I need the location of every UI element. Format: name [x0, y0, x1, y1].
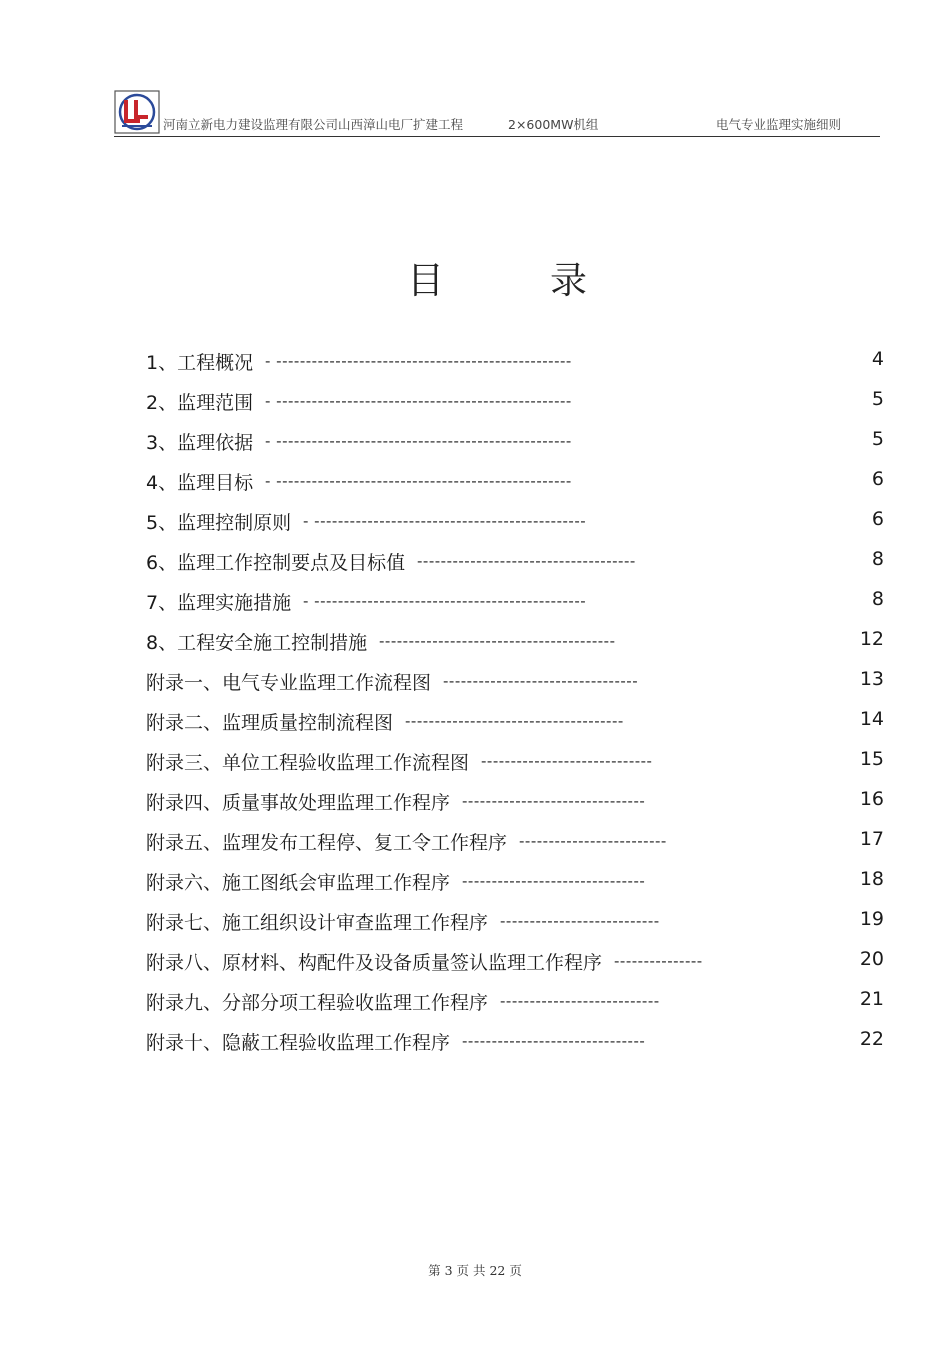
toc-entry-page-number: 5: [871, 428, 884, 450]
title-char-1: 目: [407, 259, 444, 302]
toc-entry-leader: - --------------------------------------------------: [265, 472, 572, 490]
toc-entry-leader: -------------------------------------: [417, 552, 636, 570]
toc-entry[interactable]: [0, 502, 950, 542]
toc-entry-page-number: 12: [859, 628, 884, 650]
toc-entry-page-number: 19: [859, 908, 884, 930]
page-footer: 第 3 页 共 22 页: [428, 1263, 522, 1278]
toc-entry-page-number: 5: [871, 388, 884, 410]
toc-entry-label: 5、监理控制原则: [146, 512, 292, 534]
toc-entry-label: 8、工程安全施工控制措施: [146, 632, 368, 654]
toc-entry[interactable]: [0, 822, 950, 862]
toc-entry-leader: -------------------------------: [462, 1032, 646, 1050]
page-title: [0, 250, 950, 310]
toc-entry-page-number: 6: [871, 508, 884, 530]
toc-entry-leader: -----------------------------: [481, 752, 653, 770]
toc-entry-label: 7、监理实施措施: [146, 592, 292, 614]
toc-entry[interactable]: [0, 862, 950, 902]
toc-entry-label: 2、监理范围: [146, 392, 254, 414]
toc-entry-page-number: 20: [859, 948, 884, 970]
toc-entry-leader: ---------------: [614, 952, 703, 970]
header-document-name: 电气专业监理实施细则: [716, 117, 842, 132]
toc-entry-label: 4、监理目标: [146, 472, 254, 494]
toc-entry-label: 附录七、施工组织设计审查监理工作程序: [146, 912, 489, 934]
toc-entry[interactable]: [0, 342, 950, 382]
toc-entry-label: 3、监理依据: [146, 432, 254, 454]
toc-entry-leader: - --------------------------------------------------: [265, 392, 572, 410]
toc-entry-page-number: 22: [859, 1028, 884, 1050]
toc-entry-label: 附录五、监理发布工程停、复工令工作程序: [146, 832, 508, 854]
toc-entry-label: 附录二、监理质量控制流程图: [146, 712, 394, 734]
toc-entry-leader: ---------------------------------: [443, 672, 639, 690]
toc-entry[interactable]: [0, 782, 950, 822]
toc-entry-label: 附录一、电气专业监理工作流程图: [146, 672, 432, 694]
toc-entry-leader: - --------------------------------------------------: [265, 432, 572, 450]
toc-entry-page-number: 6: [871, 468, 884, 490]
toc-entry-page-number: 16: [859, 788, 884, 810]
toc-entry-label: 附录八、原材料、构配件及设备质量签认监理工作程序: [146, 952, 603, 974]
toc-entry-leader: - ----------------------------------------------: [303, 512, 587, 530]
toc-entry[interactable]: [0, 542, 950, 582]
title-char-2: 录: [550, 259, 587, 302]
toc-entry-page-number: 15: [859, 748, 884, 770]
company-logo: [114, 90, 160, 134]
toc-entry[interactable]: [0, 422, 950, 462]
header-company-project: 河南立新电力建设监理有限公司山西漳山电厂扩建工程: [163, 117, 464, 132]
toc-entry[interactable]: [0, 942, 950, 982]
toc-entry-page-number: 18: [859, 868, 884, 890]
toc-entry[interactable]: [0, 622, 950, 662]
toc-entry-label: 附录四、质量事故处理监理工作程序: [146, 792, 451, 814]
toc-entry-label: 6、监理工作控制要点及目标值: [146, 552, 406, 574]
header-divider: [114, 136, 880, 137]
toc-entry-label: 附录六、施工图纸会审监理工作程序: [146, 872, 451, 894]
toc-entry-page-number: 17: [859, 828, 884, 850]
toc-entry-leader: -------------------------------------: [405, 712, 624, 730]
toc-entry-leader: -------------------------------: [462, 872, 646, 890]
toc-entry-page-number: 14: [859, 708, 884, 730]
toc-entry[interactable]: [0, 582, 950, 622]
toc-entry[interactable]: [0, 1022, 950, 1062]
toc-entry-label: 附录三、单位工程验收监理工作流程图: [146, 752, 470, 774]
toc-entry[interactable]: [0, 702, 950, 742]
toc-entry-label: 附录十、隐蔽工程验收监理工作程序: [146, 1032, 451, 1054]
toc-entry[interactable]: [0, 902, 950, 942]
toc-entry-leader: - ----------------------------------------------: [303, 592, 587, 610]
toc-entry-leader: ----------------------------------------: [379, 632, 616, 650]
toc-entry-leader: -------------------------: [519, 832, 667, 850]
toc-entry-label: 1、工程概况: [146, 352, 254, 374]
toc-entry-leader: -------------------------------: [462, 792, 646, 810]
toc-entry-page-number: 8: [871, 548, 884, 570]
toc-entry[interactable]: [0, 382, 950, 422]
toc-entry[interactable]: [0, 662, 950, 702]
toc-entry-page-number: 4: [871, 348, 884, 370]
toc-entry-leader: ---------------------------: [500, 912, 660, 930]
toc-entry-page-number: 21: [859, 988, 884, 1010]
toc-entry[interactable]: [0, 742, 950, 782]
toc-entry-page-number: 8: [871, 588, 884, 610]
header-units: 2×600MW机组: [508, 117, 599, 132]
page-header: [114, 86, 880, 138]
toc-entry[interactable]: [0, 982, 950, 1022]
toc-entry-label: 附录九、分部分项工程验收监理工作程序: [146, 992, 489, 1014]
toc-entry[interactable]: [0, 462, 950, 502]
toc-entry-page-number: 13: [859, 668, 884, 690]
toc-entry-leader: ---------------------------: [500, 992, 660, 1010]
toc-entry-leader: - --------------------------------------------------: [265, 352, 572, 370]
